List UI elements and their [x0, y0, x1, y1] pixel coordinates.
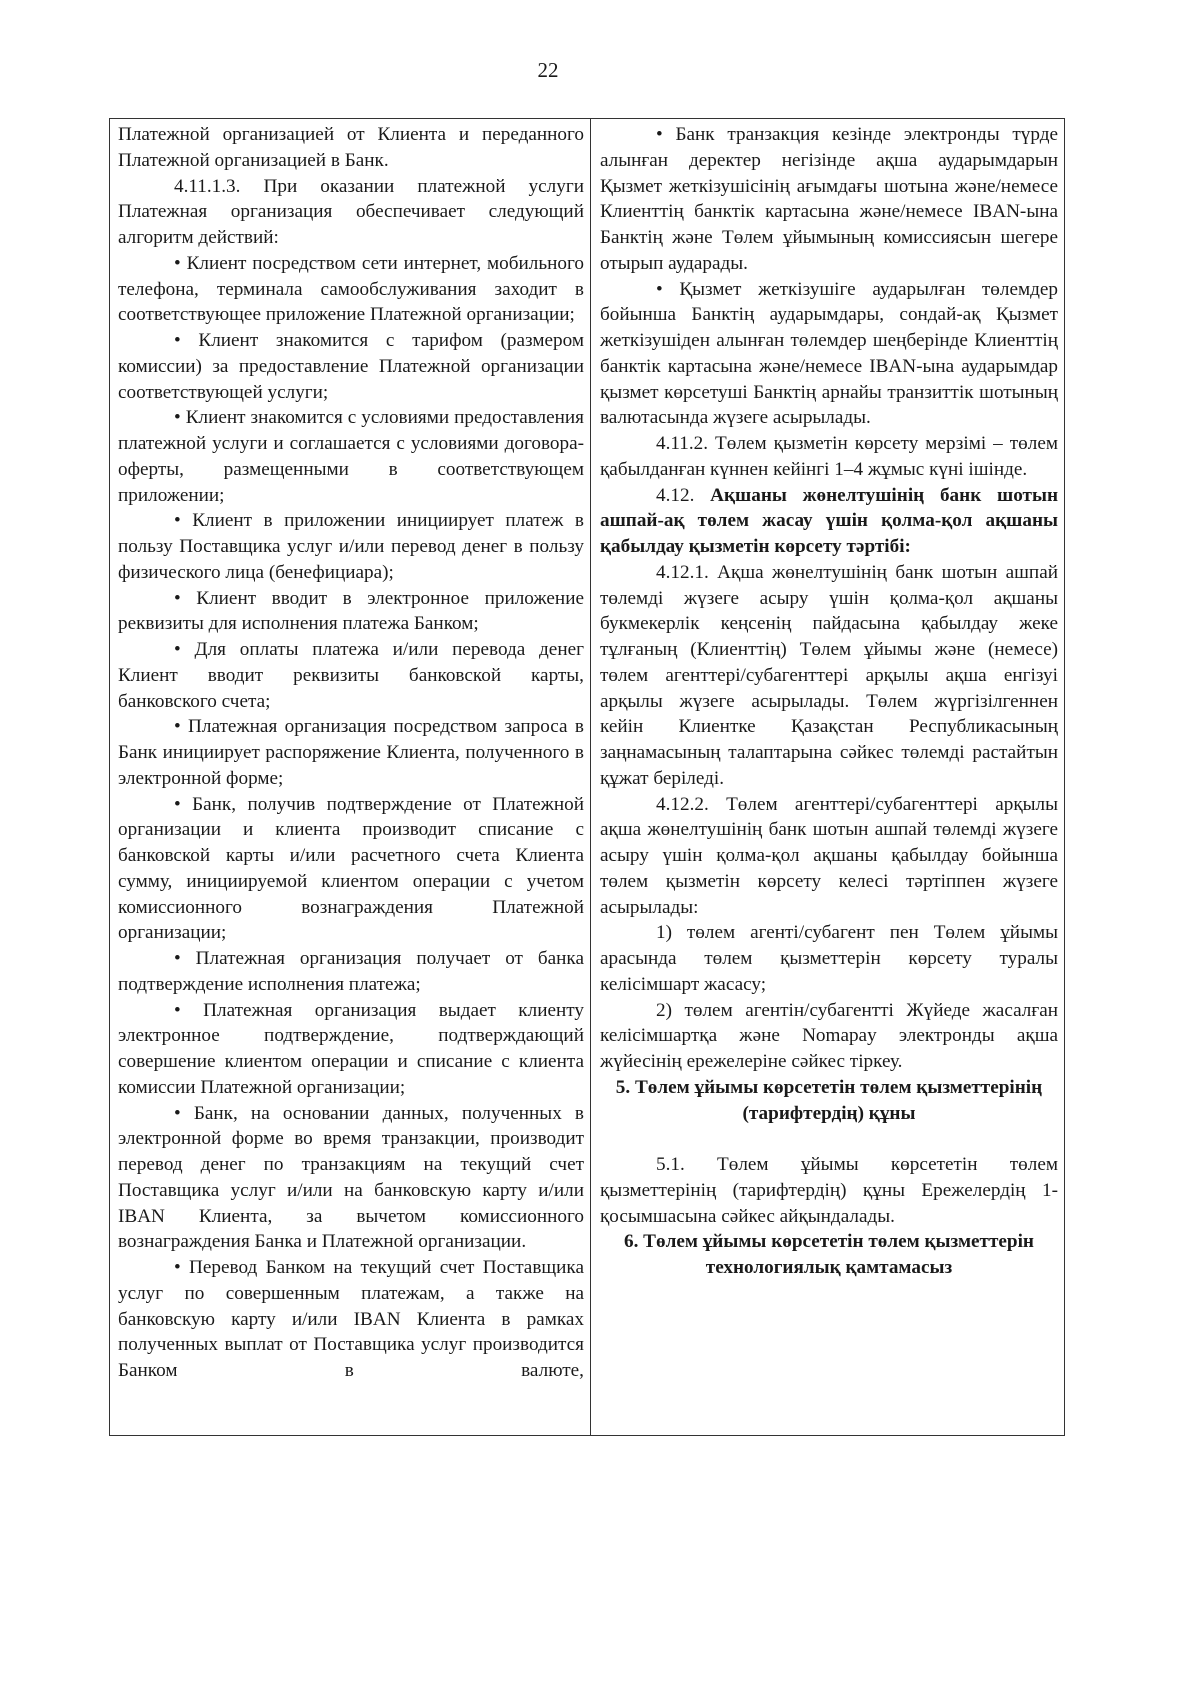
paragraph: • Банк, на основании данных, полученных в электронной форме во время транзакции, производит перевод денег по транзакциям на текущий счет Поставщика услуг и/или на банковскую карту и/или IBAN Клиента, за вычетом комиссионного вознаграждения Банка и Платежной организации. — [118, 1102, 584, 1253]
paragraph: • Банк транзакция кезінде электронды түрде алынған деректер негізінде ақша аударымдарын Қызмет жеткізушісінің ағымдағы шотына және/немесе Клиенттің банктік картасына және/немесе IBAN-ына Банктің және Төлем ұйымының комиссиясын шегере отырып аударады. — [599, 124, 1058, 274]
kazakh-text-column — [591, 119, 1064, 1435]
section-heading: 6. Төлем ұйымы көрсететін төлем қызметтерін технологиялық қамтамасыз — [623, 1231, 1034, 1278]
paragraph: • Клиент вводит в электронное приложение реквизиты для исполнения платежа Банком; — [118, 587, 584, 635]
paragraph: • Перевод Банком на текущий счет Поставщика услуг по совершенным платежам, а также на банковскую карту и/или IBAN Клиента в рамках полученных выплат от Поставщика услуг производится Банком в валюте, — [118, 1257, 584, 1381]
paragraph: • Банк, получив подтверждение от Платежной организации и клиента производит списание с банковской карты и/или расчетного счета Клиента сумму, инициируемой клиентом операции с учетом комиссионного вознаграждения Платежной организации; — [118, 793, 584, 944]
page-number: 22 — [537, 58, 559, 82]
paragraph: • Платежная организация посредством запроса в Банк инициирует распоряжение Клиента, полученного в электронной форме; — [118, 716, 584, 789]
subsection-title-paragraph — [600, 483, 1058, 560]
section-heading: 5. Төлем ұйымы көрсететін төлем қызметтерінің (тарифтердің) құны — [615, 1076, 1043, 1124]
paragraph: 1) төлем агенті/субагент пен Төлем ұйымы арасында төлем қызметтерін көрсету туралы келісімшарт жасасу; — [599, 922, 1058, 995]
subsection-title: Ақшаны жөнелтушінің банк шотын ашпай-ақ төлем жасау үшін қолма-қол ақшаны қабылдау қызметін көрсету тәртібі: — [599, 484, 1059, 557]
paragraph: • Для оплаты платежа и/или перевода денег Клиент вводит реквизиты банковской карты, банковского счета; — [118, 639, 584, 712]
paragraph: • Платежная организация получает от банка подтверждение исполнения платежа; — [118, 948, 584, 995]
russian-text-column — [110, 119, 591, 1435]
paragraph: • Платежная организация выдает клиенту электронное подтверждение, подтверждающий совершение клиентом операции и списание с клиента комиссии Платежной организации; — [118, 999, 584, 1098]
paragraph: • Клиент знакомится с тарифом (размером комиссии) за предоставление Платежной организации соответствующей услуги; — [118, 330, 584, 403]
two-column-table — [109, 118, 1065, 1436]
paragraph: 4.11.1.3. При оказании платежной услуги Платежная организация обеспечивает следующий алгоритм действий: — [118, 175, 584, 248]
paragraph: • Қызмет жеткізушіге аударылған төлемдер бойынша Банктің аударымдары, сондай-ақ Қызмет жеткізушіден алынған төлемдер шеңберінде Клиенттің банктік картасына және/немесе IBAN-ына аударымдар қызмет көрсетуші Банктің арнайы транзиттік шотының валютасында жүзеге асырылады. — [599, 278, 1058, 429]
subsection-number: 4.12. — [655, 484, 695, 506]
paragraph: 4.12.1. Ақша жөнелтушінің банк шотын ашпай төлемді жүзеге асыру үшін қолма-қол ақшаны букмекерлік кеңсенің пайдасына қабылдау жеке тұлғаның (Клиенттің) Төлем ұйымы және (немесе) төлем агенттері/субагенттері арқылы ақша енгізуі арқылы жүзеге асырылады. Төлем жүргізілгеннен кейін Клиентке Қазақстан Республикасының заңнамасының талаптарына сәйкес төлемді растайтын құжат беріледі. — [599, 561, 1058, 789]
paragraph: • Клиент знакомится с условиями предоставления платежной услуги и соглашается с условиями договора-оферты, размещенными в соответствующем приложении; — [118, 407, 584, 506]
paragraph: 5.1. Төлем ұйымы көрсететін төлем қызметтерінің (тарифтердің) құны Ережелердің 1-қосымшасына сәйкес айқындалады. — [599, 1154, 1058, 1227]
paragraph: Платежной организацией от Клиента и переданного Платежной организацией в Банк. — [118, 124, 584, 171]
paragraph: 2) төлем агентін/субагентті Жүйеде жасалған келісімшартқа және Nomapay электронды ақша жүйесінің ережелеріне сәйкес тіркеу. — [599, 999, 1058, 1072]
paragraph: 4.12.2. Төлем агенттері/субагенттері арқылы ақша жөнелтушінің банк шотын ашпай төлемді жүзеге асыру үшін қолма-қол ақшаны қабылдау бойынша төлем қызметін көрсету келесі тәртіппен жүзеге асырылады: — [599, 793, 1058, 918]
paragraph: • Клиент в приложении инициирует платеж в пользу Поставщика услуг и/или перевод денег в пользу физического лица (бенефициара); — [118, 510, 584, 583]
paragraph: 4.11.2. Төлем қызметін көрсету мерзімі – төлем қабылданған күннен кейінгі 1–4 жұмыс күні ішінде. — [599, 433, 1058, 480]
paragraph: • Клиент посредством сети интернет, мобильного телефона, терминала самообслуживания заходит в соответствующее приложение Платежной организации; — [118, 252, 584, 326]
